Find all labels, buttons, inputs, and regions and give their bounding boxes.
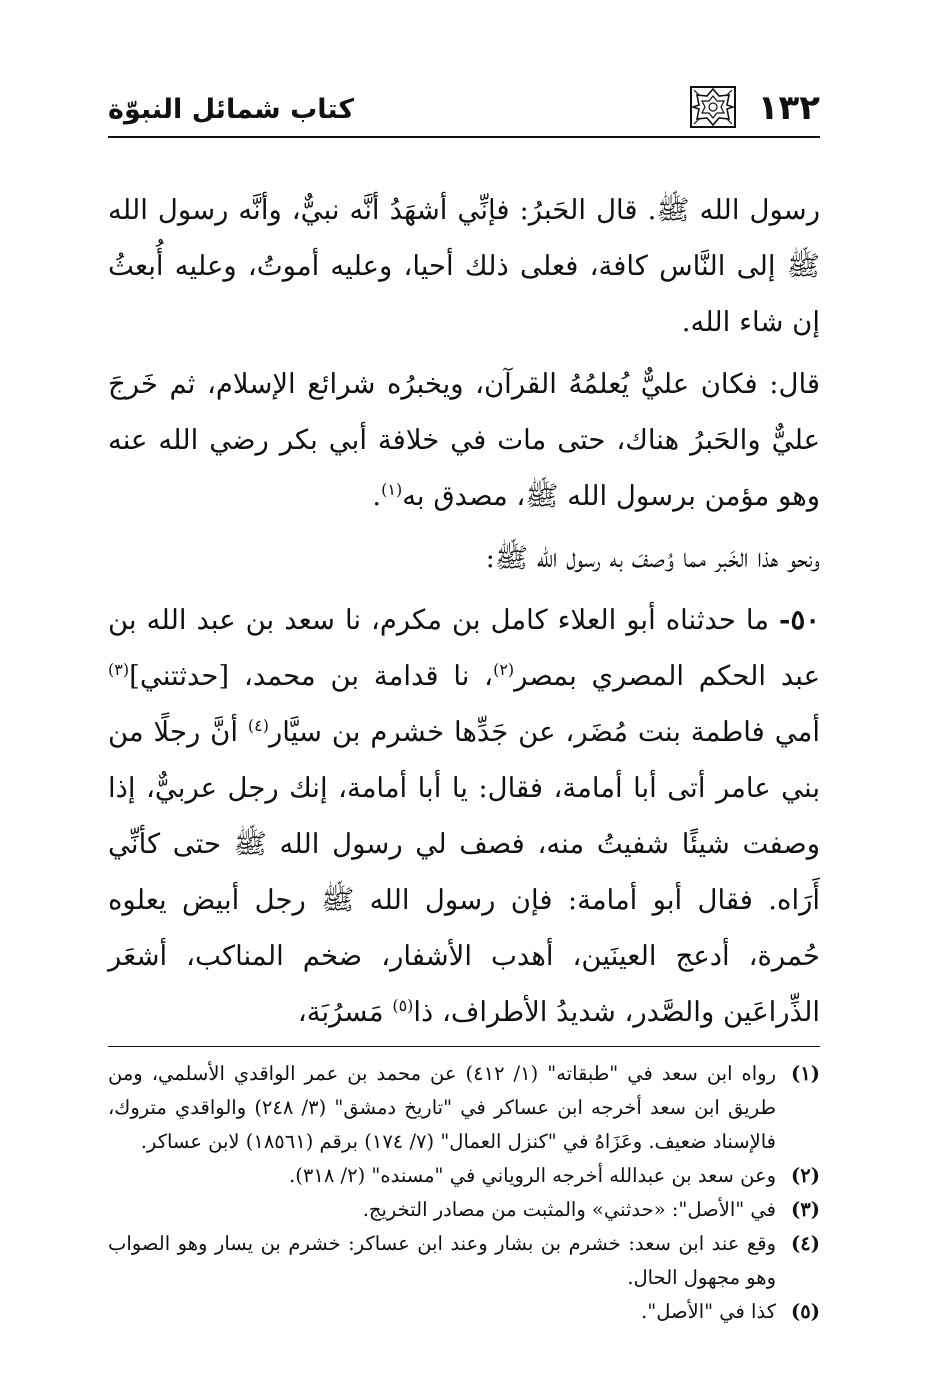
hadith-number: ٥٠-	[779, 604, 821, 636]
book-page	[108, 80, 820, 1329]
book-title: كتاب شمائل النبوّة	[108, 94, 355, 125]
hadith-text-part-2: ، نا قدامة بن محمد، [حدثتني]	[129, 660, 494, 692]
footnote-ref-4: (٤)	[247, 715, 269, 735]
footnote-text: رواه ابن سعد في "طبقاته" (١/ ٤١٢) عن محمد بن عمر الواقدي الأسلمي، ومن طريق ابن سعد أخرجه ابن عساكر في "تاريخ دمشق" (٣/ ٢٤٨) والواقدي متروك، فالإسناد ضعيف. وعَزَاهُ في "كنزل العمال" (٧/ ١٧٤) برقم (١٨٥٦١) لابن عساكر.	[108, 1062, 776, 1153]
paragraph-2-text: قال: فكان عليٌّ يُعلمُهُ القرآن، ويخبرُه شرائع الإسلام، ثم خَرجَ عليٌّ والحَبرُ هناك، حتى مات في خلافة أبي بكر رضي الله عنه وهو مؤمن برسول الله ﷺ، مصدق به	[108, 368, 820, 512]
paragraph-2-tail: .	[372, 480, 382, 512]
hadith-text-part-3: أمي فاطمة بنت مُضَر، عن جَدِّها خشرم بن سيَّار	[268, 716, 820, 748]
paragraph-1	[108, 182, 820, 350]
footnote-5	[108, 1295, 820, 1329]
footnote-text: وعن سعد بن عبدالله أخرجه الروياني في "مسنده" (٢/ ٣١٨).	[289, 1164, 776, 1187]
footnote-2	[108, 1159, 820, 1193]
footnote-marker: (٢)	[791, 1164, 820, 1187]
footnotes	[108, 1057, 820, 1329]
main-text	[108, 182, 820, 1040]
footnote-text: كذا في "الأصل".	[641, 1300, 776, 1323]
footnote-separator	[108, 1046, 820, 1047]
footnote-1	[108, 1057, 820, 1159]
footnote-marker: (١)	[791, 1062, 820, 1085]
paragraph-3	[108, 530, 820, 586]
footnote-marker: (٤)	[791, 1232, 820, 1255]
footnote-ref-5: (٥)	[392, 995, 414, 1015]
page-number: ١٣٢	[757, 88, 820, 128]
footnote-text: وقع عند ابن سعد: خشرم بن بشار وعند ابن عساكر: خشرم بن يسار وهو الصواب وهو مجهول الحال.	[108, 1232, 776, 1289]
footnote-4	[108, 1227, 820, 1295]
hadith-50	[108, 592, 820, 1040]
octagonal-rosette-ornament-icon	[688, 84, 738, 130]
paragraph-2	[108, 356, 820, 524]
footnote-text: في "الأصل": «حدثني» والمثبت من مصادر التخريج.	[362, 1198, 776, 1221]
page-header	[108, 80, 820, 140]
footnote-marker: (٣)	[791, 1198, 820, 1221]
footnote-ref-2: (٢)	[493, 659, 515, 679]
paragraph-3-text: ونحو هذا الخَبر مما وُصفَ به رسول الله ﷺ:	[485, 542, 820, 574]
header-divider	[108, 136, 820, 138]
footnote-ref-3: (٣)	[108, 659, 130, 679]
hadith-text-part-4: أنَّ رجلًا من بني عامر أتى أبا أمامة، فقال: يا أبا أمامة، إنك رجل عربيٌّ، إذا وصفت شيئًا شفيتُ منه، فصف لي رسول الله ﷺ حتى كأنِّي أَرَاه. فقال أبو أمامة: فإن رسول الله ﷺ رجل أبيض يعلوه حُمرة، أدعج العينَين، أهدب الأشفار، ضخم المناكب، أشعَر الذِّراعَين والصَّدر، شديدُ الأطراف، ذا	[108, 716, 820, 1028]
footnote-ref-1: (١)	[381, 479, 403, 499]
hadith-text-part-1: ما حدثناه أبو العلاء كامل بن مكرم، نا سعد بن عبد الله بن عبد الحكم المصري بمصر	[108, 604, 821, 692]
hadith-text-part-5: مَسرُبَة،	[297, 996, 393, 1028]
footnote-marker: (٥)	[791, 1300, 820, 1323]
paragraph-1-text: رسول الله ﷺ. قال الحَبرُ: فإنِّي أشهَدُ أنَّه نبيٌّ، وأنَّه رسول الله ﷺ إلى النَّاس كافة، فعلى ذلك أحيا، وعليه أموتُ، وعليه أُبعثُ إن شاء الله.	[108, 194, 820, 338]
footnote-3	[108, 1193, 820, 1227]
